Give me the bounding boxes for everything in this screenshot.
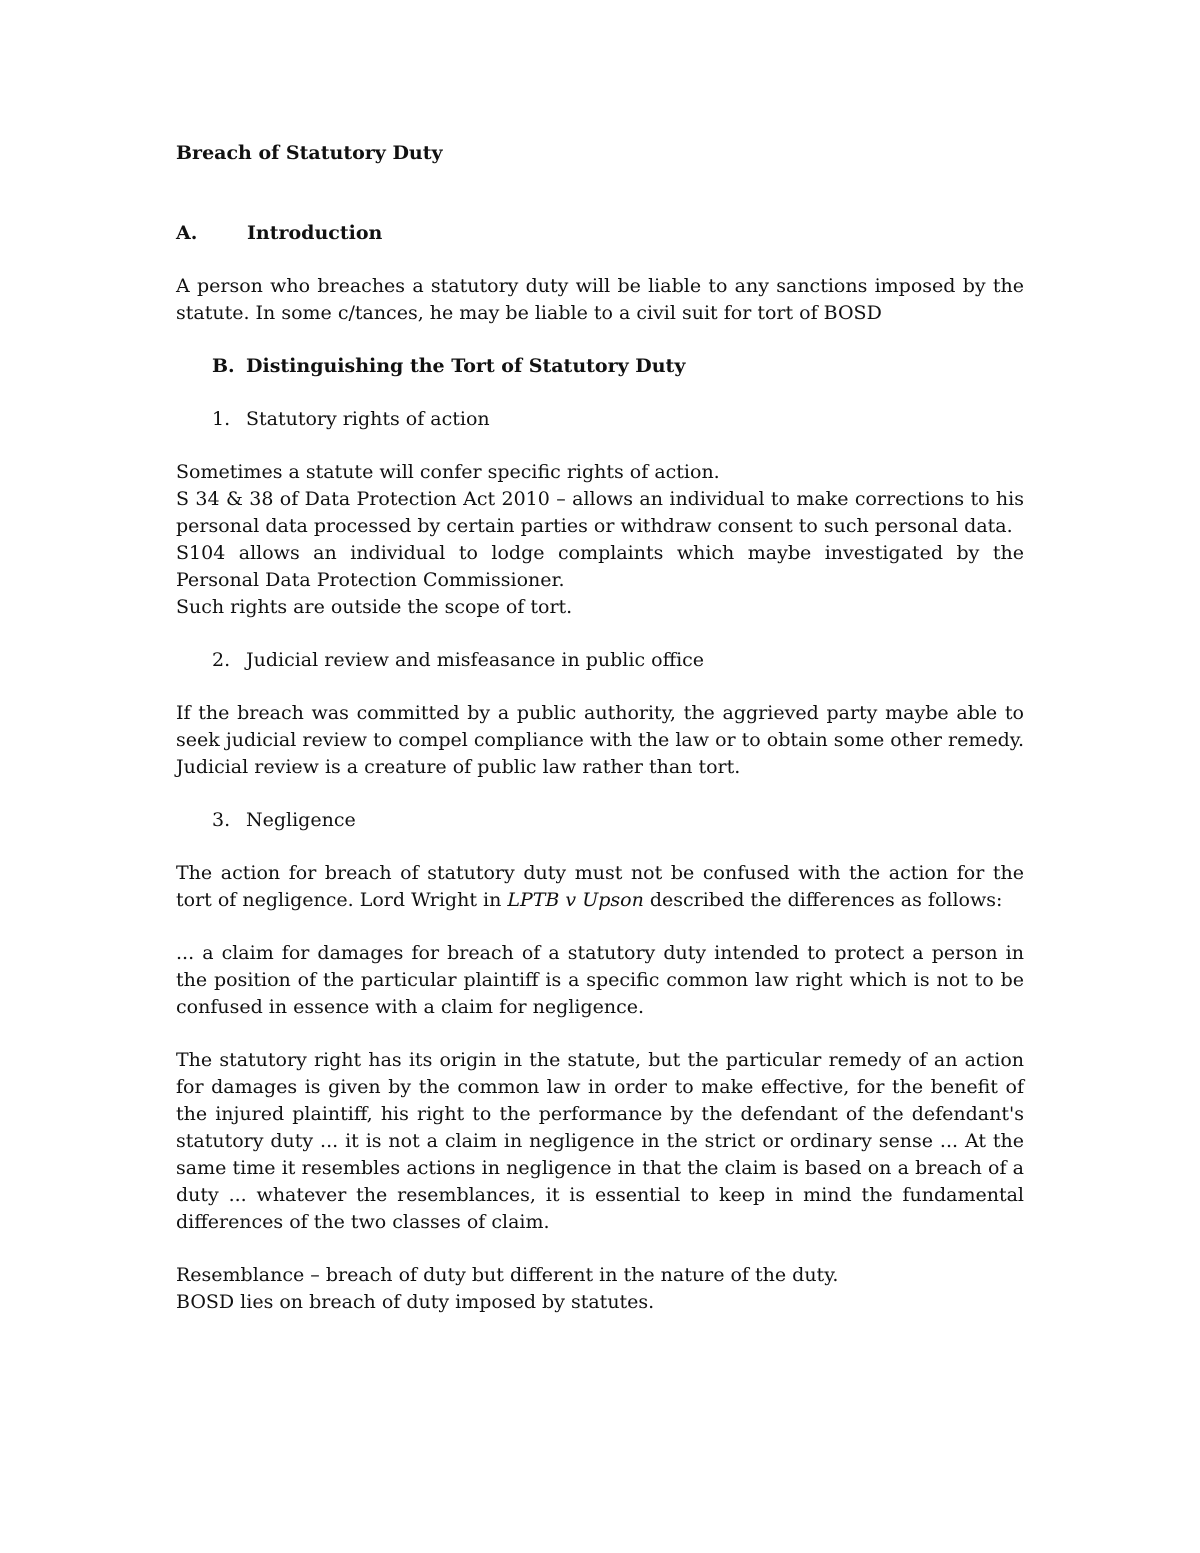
item-2-heading — [212, 647, 1024, 674]
closing-paragraph — [176, 1262, 1024, 1316]
item-3-title: Negligence — [246, 809, 356, 831]
item-2-number: 2. — [212, 649, 231, 671]
paragraph-line: BOSD lies on breach of duty imposed by statutes. — [176, 1291, 655, 1313]
case-citation: LPTB v Upson — [507, 889, 644, 911]
section-a-title: Introduction — [247, 222, 383, 244]
negligence-intro-paragraph — [176, 860, 1024, 914]
item-1-number: 1. — [212, 408, 231, 430]
section-a-heading — [176, 220, 1024, 247]
quote-paragraph-2: The statutory right has its origin in the statute, but the particular remedy of an action for damages is given by the common law in order to make effective, for the benefit of the injured plaintiff, his right to the performance by the defendant of the defendant's statutory duty ... it is not a claim in negligence in the strict or ordinary sense ... At the same time it resembles actions in negligence in that the claim is based on a breach of a duty ... whatever the resemblances, it is essential to keep in mind the fundamental differences of the two classes of claim. — [176, 1049, 1024, 1233]
item-1-title: Statutory rights of action — [246, 408, 490, 430]
intro-text-after: described the differences as follows: — [643, 889, 1003, 911]
section-b-letter: B. — [212, 355, 235, 377]
document-title: Breach of Statutory Duty — [176, 142, 443, 164]
intro-text-before: The action for breach of statutory duty must not be confused with the action for the tort of negligence. Lord Wright in — [176, 862, 1024, 911]
section-b-heading — [212, 353, 1024, 380]
item-3-number: 3. — [212, 809, 231, 831]
statutory-rights-paragraph — [176, 459, 1024, 621]
item-2-title: Judicial review and misfeasance in public office — [246, 649, 705, 671]
judicial-review-paragraph: If the breach was committed by a public authority, the aggrieved party maybe able to seek judicial review to compel compliance with the law or to obtain some other remedy. Judicial review is a creature of public law rather than tort. — [176, 702, 1024, 778]
section-b-title: Distinguishing the Tort of Statutory Duty — [246, 355, 686, 377]
item-1-heading — [212, 406, 1024, 433]
paragraph-line: Sometimes a statute will confer specific rights of action. — [176, 461, 720, 483]
paragraph-line: S104 allows an individual to lodge complaints which maybe investigated by the Personal Data Protection Commissioner. — [176, 542, 1024, 591]
paragraph-line: Such rights are outside the scope of tort. — [176, 596, 573, 618]
paragraph-line: S 34 & 38 of Data Protection Act 2010 – allows an individual to make corrections to his personal data processed by certain parties or withdraw consent to such personal data. — [176, 488, 1024, 537]
document-page — [176, 140, 1024, 1342]
item-3-heading — [212, 807, 1024, 834]
section-a-letter: A. — [176, 222, 198, 244]
introduction-paragraph: A person who breaches a statutory duty will be liable to any sanctions imposed by the statute. In some c/tances, he may be liable to a civil suit for tort of BOSD — [176, 275, 1024, 324]
paragraph-line: Resemblance – breach of duty but different in the nature of the duty. — [176, 1264, 839, 1286]
quote-paragraph-1: ... a claim for damages for breach of a statutory duty intended to protect a person in the position of the particular plaintiff is a specific common law right which is not to be confused in essence with a claim for negligence. — [176, 942, 1024, 1018]
